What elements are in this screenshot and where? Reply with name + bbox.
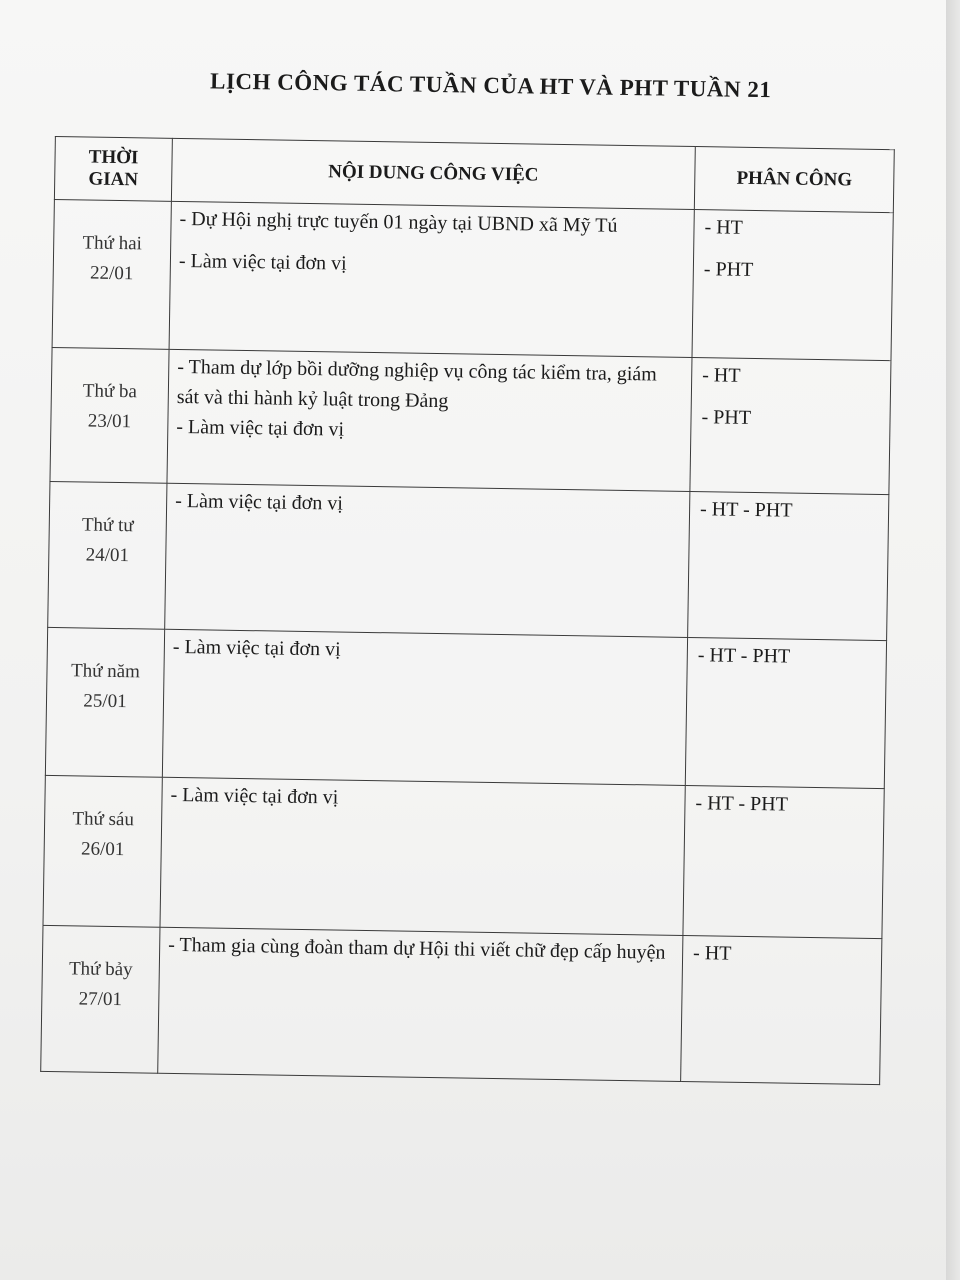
day-date: 25/01 xyxy=(83,690,127,713)
header-assign: PHÂN CÔNG xyxy=(694,147,894,213)
header-time-line2: GIAN xyxy=(88,168,139,191)
content-item: - Dự Hội nghị trực tuyến 01 ngày tại UBND xã Mỹ Tú xyxy=(179,207,618,237)
day-date: 22/01 xyxy=(89,262,134,285)
day-date: 23/01 xyxy=(87,410,132,433)
day-cell xyxy=(45,627,164,777)
header-time xyxy=(54,136,172,201)
content-item: - Làm việc tại đơn vị xyxy=(172,635,341,661)
assign-item: - PHT xyxy=(703,258,754,281)
assign-item: - HT xyxy=(702,364,741,387)
content-cell xyxy=(167,349,692,491)
header-time-line1: THỜI xyxy=(88,146,139,169)
content-item: - Tham gia cùng đoàn tham dự Hội thi viết chữ đẹp cấp huyện xyxy=(168,933,666,964)
schedule-table xyxy=(40,136,895,1085)
content-item: - Tham dự lớp bồi dưỡng nghiệp vụ công tác kiểm tra, giám sát và thi hành kỷ luật trong Đảng xyxy=(176,355,657,413)
assign-cell xyxy=(692,210,893,361)
table-row xyxy=(45,627,886,788)
content-cell xyxy=(165,483,690,637)
assign-item: - HT xyxy=(692,942,732,965)
content-cell xyxy=(162,629,687,785)
table-row xyxy=(48,481,889,640)
table-row xyxy=(43,775,884,938)
day-cell xyxy=(43,775,162,927)
day-date: 24/01 xyxy=(85,544,130,567)
assign-item: - HT - PHT xyxy=(695,792,789,816)
day-cell xyxy=(48,481,167,629)
assign-cell xyxy=(685,637,886,788)
assign-item: - HT xyxy=(704,216,744,239)
day-name: Thứ tư xyxy=(81,514,134,537)
content-item: - Làm việc tại đơn vị xyxy=(175,489,344,515)
table-row xyxy=(50,347,891,494)
day-name: Thứ năm xyxy=(70,660,141,683)
assign-cell xyxy=(683,785,884,938)
day-date: 27/01 xyxy=(78,988,123,1011)
table-row xyxy=(41,925,882,1084)
assign-item: - PHT xyxy=(701,406,752,429)
day-cell xyxy=(50,347,169,483)
day-date: 26/01 xyxy=(80,838,125,861)
content-cell xyxy=(158,927,683,1081)
content-item: - Làm việc tại đơn vị xyxy=(170,783,339,809)
assign-cell xyxy=(681,935,882,1084)
content-cell xyxy=(160,777,685,935)
assign-item: - HT - PHT xyxy=(699,498,793,522)
day-name: Thứ ba xyxy=(82,380,138,403)
table-row xyxy=(52,199,893,360)
day-name: Thứ sáu xyxy=(72,808,135,831)
day-name: Thứ hai xyxy=(82,232,143,255)
day-cell xyxy=(41,925,160,1073)
page-title: LỊCH CÔNG TÁC TUẦN CỦA HT VÀ PHT TUẦN 21 xyxy=(209,68,772,103)
content-item: - Làm việc tại đơn vị xyxy=(178,249,347,275)
day-name: Thứ bảy xyxy=(68,958,133,981)
content-cell xyxy=(169,201,694,357)
content-item: - Làm việc tại đơn vị xyxy=(176,415,345,441)
day-cell xyxy=(52,199,171,349)
assign-cell xyxy=(690,358,891,495)
assign-item: - HT - PHT xyxy=(697,644,791,668)
document xyxy=(40,66,906,1085)
header-content: NỘI DUNG CÔNG VIỆC xyxy=(171,138,695,209)
assign-cell xyxy=(688,492,889,641)
